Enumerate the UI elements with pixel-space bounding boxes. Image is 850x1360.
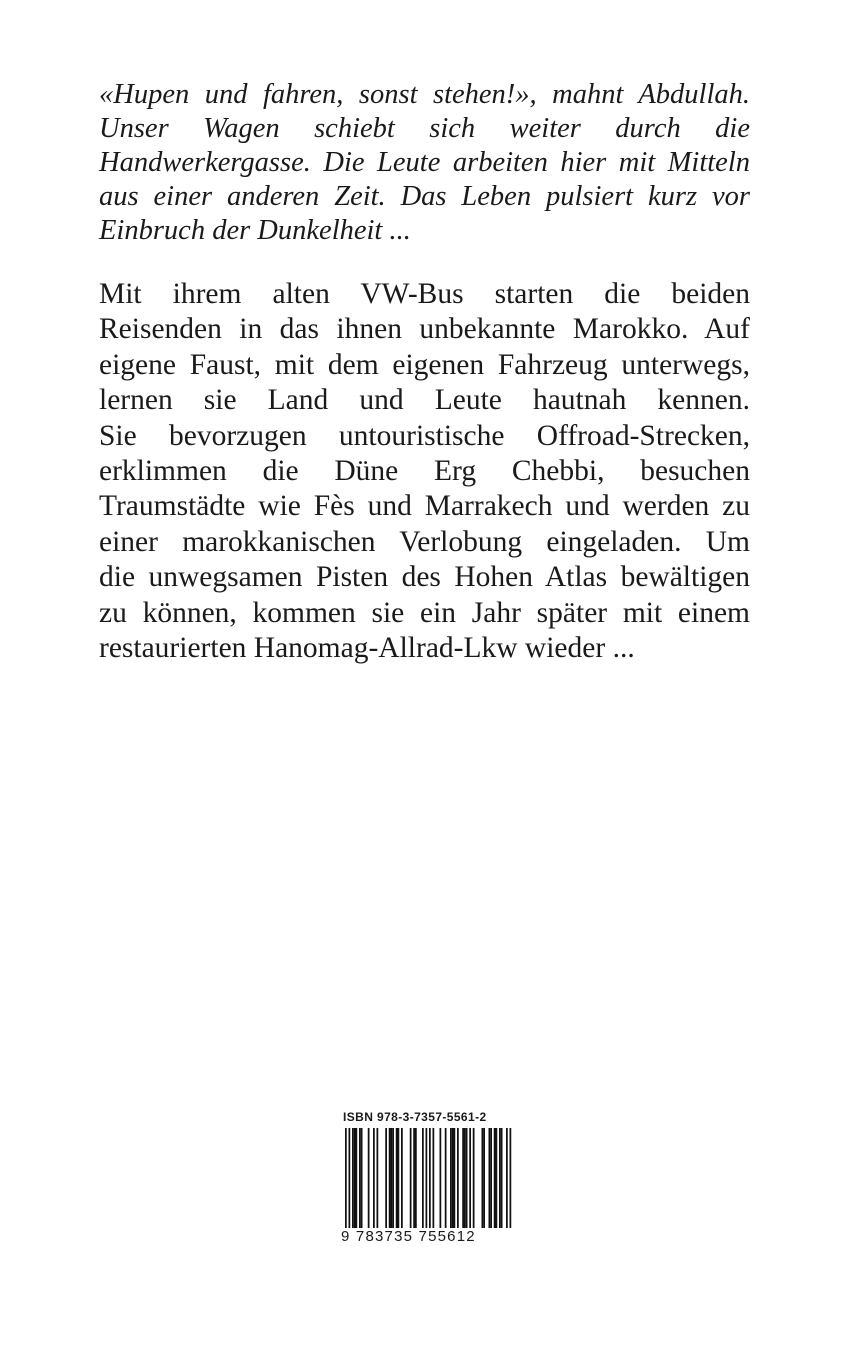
barcode-bar (410, 1128, 412, 1228)
blurb-line: Mit ihrem alten VW-Bus starten die beiden (99, 278, 750, 310)
barcode-bar (464, 1128, 466, 1228)
barcode-bar (457, 1128, 459, 1228)
teaser-line: «Hupen und fahren, sonst stehen!», mahnt Abdullah. (99, 79, 750, 110)
blurb-line: erklimmen die Düne Erg Chebbi, besuchen (99, 455, 750, 488)
barcode-bar (345, 1128, 347, 1240)
barcode-bar (349, 1128, 351, 1240)
blurb-line: lernen sie Land und Leute hautnah kennen. (99, 384, 750, 417)
teaser-line: Einbruch der Dunkelheit ... (99, 215, 411, 246)
barcode-bar (359, 1128, 361, 1228)
barcode-bars (339, 1128, 517, 1240)
blurb-line: restaurierten Hanomag-Allrad-Lkw wieder ... (99, 632, 635, 665)
barcode-bar (445, 1128, 447, 1228)
isbn-label: ISBN 978-3-7357-5561-2 (343, 1110, 487, 1124)
barcode-bar (450, 1128, 452, 1228)
barcode-bar (510, 1128, 512, 1240)
barcode-bar (389, 1128, 391, 1228)
barcode-digits: 9 783735 755612 (339, 1228, 519, 1245)
barcode-bar (490, 1128, 492, 1228)
barcode-bar (440, 1128, 442, 1228)
blurb-line: Sie bevorzugen untouristische Offroad-Strecken, (99, 419, 750, 452)
barcode-bar (429, 1128, 431, 1240)
barcode-bar (356, 1128, 358, 1228)
teaser-line: Handwerkergasse. Die Leute arbeiten hier mit Mitteln (99, 147, 750, 178)
barcode-bar (489, 1128, 491, 1228)
barcode-bar (466, 1128, 468, 1228)
isbn-barcode (339, 1110, 517, 1254)
blurb-line: Reisenden in das ihnen unbekannte Marokko. Auf (99, 313, 750, 346)
barcode-bar (454, 1128, 456, 1228)
barcode-bar (415, 1128, 417, 1228)
barcode-bar (462, 1128, 464, 1228)
barcode-bar (354, 1128, 356, 1228)
book-blurb (99, 277, 750, 666)
barcode-bar (377, 1128, 379, 1228)
teaser-line: aus einer anderen Zeit. Das Leben pulsiert kurz vor (99, 181, 750, 212)
blurb-line: eigene Faust, mit dem eigenen Fahrzeug unterwegs, (99, 348, 750, 381)
barcode-bar (473, 1128, 475, 1228)
barcode-bar (391, 1128, 393, 1228)
barcode-bar (352, 1128, 354, 1228)
barcode-bar (469, 1128, 471, 1228)
barcode-bar (496, 1128, 498, 1228)
barcode-bar (396, 1128, 398, 1228)
teaser-quote (99, 78, 750, 248)
barcode-bar (401, 1128, 403, 1228)
barcode-bar (398, 1128, 400, 1228)
blurb-line: Traumstädte wie Fès und Marrakech und werden zu (99, 490, 750, 523)
blurb-line: die unwegsamen Pisten des Hohen Atlas bewältigen (99, 561, 750, 594)
barcode-bar (501, 1128, 503, 1228)
barcode-bar (499, 1128, 501, 1228)
barcode-bar (368, 1128, 370, 1228)
barcode-bar (385, 1128, 387, 1228)
barcode-bar (433, 1128, 435, 1228)
blurb-line: einer marokkanischen Verlobung eingeladen. Um (99, 525, 750, 558)
barcode-bar (426, 1128, 428, 1240)
teaser-line: Unser Wagen schiebt sich weiter durch die (99, 113, 750, 144)
barcode-bar (373, 1128, 375, 1228)
barcode-bar (413, 1128, 415, 1228)
barcode-bar (494, 1128, 496, 1228)
barcode-bar (482, 1128, 484, 1228)
barcode-bar (506, 1128, 508, 1240)
barcode-bar (422, 1128, 424, 1228)
blurb-line: zu können, kommen sie ein Jahr später mit einem (99, 596, 750, 629)
barcode-bar (361, 1128, 363, 1228)
barcode-bar (452, 1128, 454, 1228)
barcode-bar (392, 1128, 394, 1228)
barcode-bar (483, 1128, 485, 1228)
